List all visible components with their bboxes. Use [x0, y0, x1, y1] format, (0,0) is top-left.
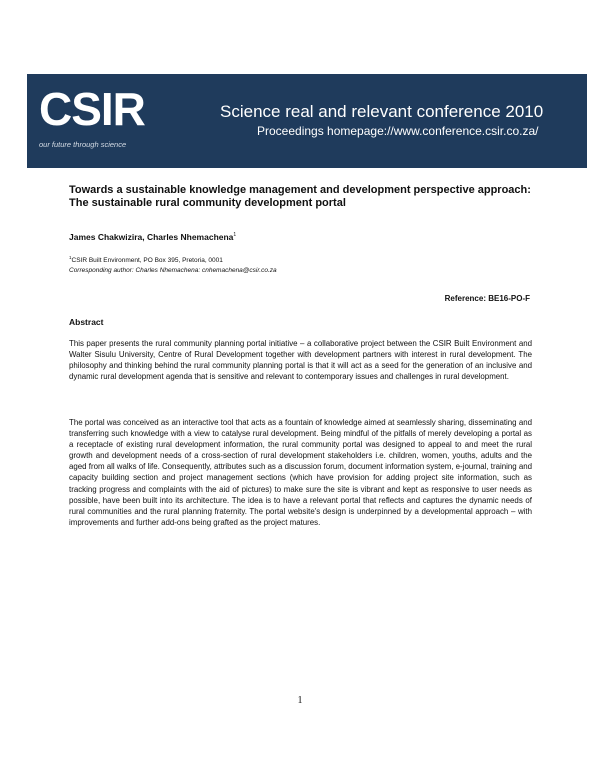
logo-tagline: our future through science — [39, 140, 127, 149]
paper-title: Towards a sustainable knowledge management and development perspective approach: The sustainable rural community development portal — [69, 184, 531, 209]
abstract-paragraph-1: This paper presents the rural community planning portal initiative – a collaborative project between the CSIR Built Environment and Walter Sisulu University, Centre of Rural Development together with development partners with interest in rural development. The philosophy and thinking behind the rural community planning portal is that it will act as a seed for the generation of an inclusive and dynamic rural development agenda that is sensitive and relevant to contemporary issues and challenges in rural development. — [69, 339, 532, 382]
csir-logo: CSIR — [39, 83, 145, 135]
author-superscript: 1 — [233, 232, 237, 239]
proceedings-homepage: Proceedings homepage://www.conference.csir.co.za/ — [257, 124, 539, 138]
abstract-paragraph-2: The portal was conceived as an interactive tool that acts as a fountain of knowledge aimed at seamlessly sharing, disseminating and transferring such knowledge with a view to catalyse rural development. Being mindful of the pitfalls of merely developing a portal as a receptacle of existing rural development information, the rural community portal was designed to appeal to and meet the rural growth and development needs of a cross-section of rural development stakeholders i.e. children, women, youths, adults and the aged from all walks of life. Consequently, attributes such as a discussion forum, document information system, e-journal, training and capacity building section and project management sections (which have provision for adding project site information, such as tracking progress and complaints with the aid of pictures) to make sure the site is vibrant and kept as responsive to user needs as possible, have been built into its architecture. The idea is to have a relevant portal that reflects and captures the dynamic needs of rural communities and the rural planning fraternity. The portal website's design is underpinned by a developmental approach – with improvements and further add-ons being grafted as the project matures. — [69, 418, 532, 527]
page-number: 1 — [297, 695, 303, 706]
affiliation-block — [69, 253, 277, 276]
affiliation-superscript: 1 — [69, 255, 72, 260]
authors — [69, 232, 236, 242]
conference-title: Science real and relevant conference 2010 — [220, 102, 544, 121]
author-names: James Chakwizira, Charles Nhemachena — [69, 232, 234, 242]
affiliation-text: CSIR Built Environment, PO Box 395, Pretoria, 0001 — [71, 257, 223, 265]
affiliation — [69, 257, 223, 264]
corresponding-author: Corresponding author: Charles Nhemachena: cnhemachena@csir.co.za — [69, 267, 277, 275]
reference-code: Reference: BE16-PO-F — [444, 294, 530, 303]
abstract-heading: Abstract — [69, 317, 104, 327]
conference-banner — [27, 74, 587, 168]
